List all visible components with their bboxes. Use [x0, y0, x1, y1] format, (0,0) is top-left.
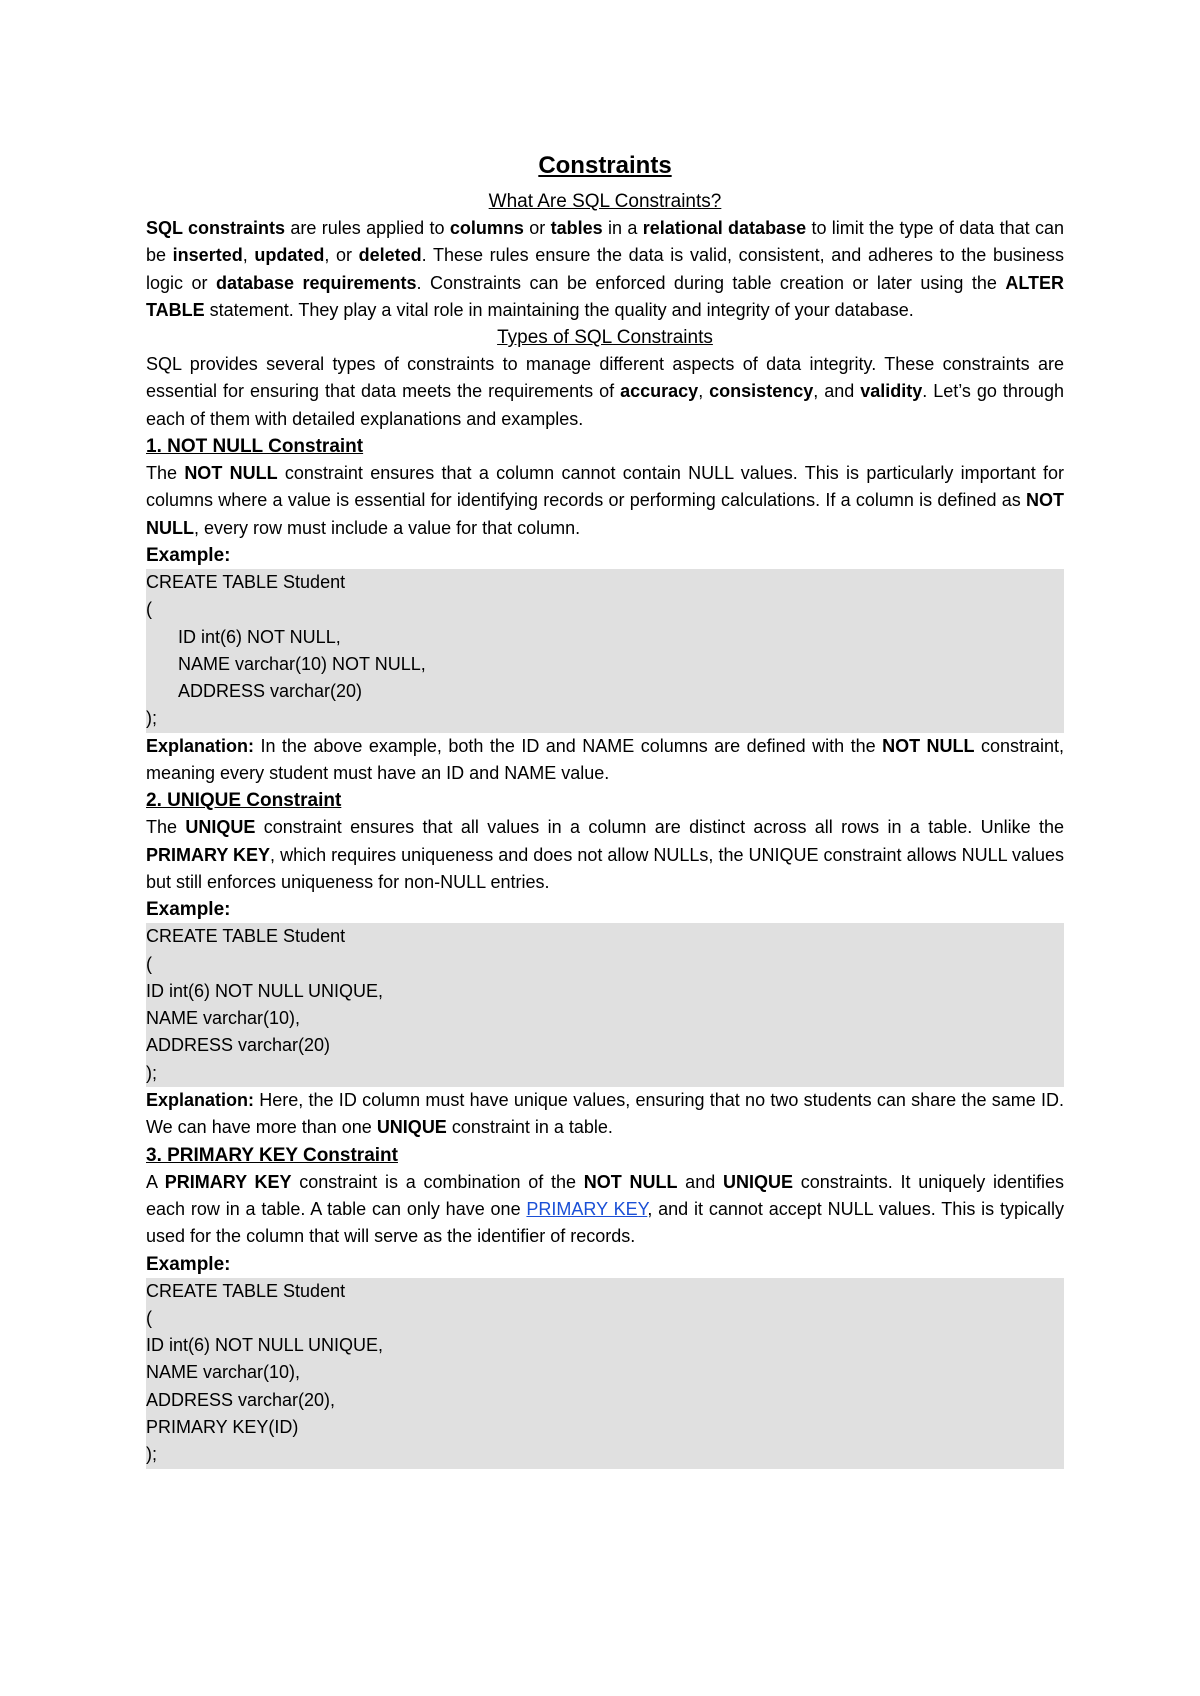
unique-explanation: Explanation: Here, the ID column must have unique values, ensuring that no two students can share the same ID. We can have more than one UNIQUE constraint in a table. [146, 1090, 1064, 1138]
notnull-paragraph: The NOT NULL constraint ensures that a column cannot contain NULL values. This is particularly important for columns where a value is essential for identifying records or performing calculations. If a column is defined as NOT NULL, every row must include a value for that column. [146, 463, 1064, 538]
code-line: NAME varchar(10), [146, 1008, 301, 1029]
notnull-example-label: Example: [146, 544, 231, 566]
unique-code-block [146, 923, 1064, 1087]
types-heading: Types of SQL Constraints [497, 327, 713, 349]
types-paragraph: SQL provides several types of constraints to manage different aspects of data integrity. These constraints are essential for ensuring that data meets the requirements of accuracy, consistency, and validity. Let’s go through each of them with detailed explanations and examples. [146, 354, 1064, 429]
primary-code-block [146, 1278, 1064, 1469]
unique-paragraph: The UNIQUE constraint ensures that all values in a column are distinct across all rows in a table. Unlike the PRIMARY KEY, which requires uniqueness and does not allow NULLs, the UNIQUE constraint allows NULL values but still enforces uniqueness for non-NULL entries. [146, 817, 1064, 892]
code-line: ); [146, 1444, 157, 1465]
code-line: CREATE TABLE Student [146, 1280, 346, 1301]
intro-heading: What Are SQL Constraints? [488, 191, 722, 212]
code-line: ADDRESS varchar(20), [146, 1389, 336, 1410]
code-line: ID int(6) NOT NULL UNIQUE, [146, 980, 384, 1001]
code-line: NAME varchar(10) NOT NULL, [178, 653, 426, 674]
document-page [146, 150, 1064, 1469]
code-line: CREATE TABLE Student [146, 571, 346, 592]
unique-example-label: Example: [146, 899, 231, 921]
notnull-code-block [146, 569, 1064, 733]
code-line: ); [146, 708, 157, 729]
code-line: ( [146, 599, 152, 620]
notnull-heading: 1. NOT NULL Constraint [146, 436, 364, 458]
code-line: PRIMARY KEY(ID) [146, 1416, 299, 1437]
code-line: ID int(6) NOT NULL UNIQUE, [146, 1335, 384, 1356]
code-line: ( [146, 953, 152, 974]
unique-heading: 2. UNIQUE Constraint [146, 790, 342, 812]
code-line: ( [146, 1307, 152, 1328]
code-line: CREATE TABLE Student [146, 926, 346, 947]
primary-key-link[interactable]: PRIMARY KEY [526, 1198, 648, 1219]
code-line: ID int(6) NOT NULL, [178, 626, 341, 647]
code-line: ADDRESS varchar(20) [146, 1035, 331, 1056]
code-line: ); [146, 1062, 157, 1083]
intro-paragraph: SQL constraints are rules applied to columns or tables in a relational database to limit the type of data that can be inserted, updated, or deleted. These rules ensure the data is valid, consistent, and adheres to the business logic or database requirements. Constraints can be enforced during table creation or later using the ALTER TABLE statement. They play a vital role in maintaining the quality and integrity of your database. [146, 218, 1065, 320]
primary-example-label: Example: [146, 1253, 231, 1275]
primary-paragraph: A PRIMARY KEY constraint is a combination of the NOT NULL and UNIQUE constraints. It uniquely identifies each row in a table. A table can only have one PRIMARY KEY, and it cannot accept NULL values. This is typically used for the column that will serve as the identifier of records. [146, 1171, 1065, 1247]
document-title: Constraints [538, 152, 672, 179]
primary-heading: 3. PRIMARY KEY Constraint [146, 1144, 398, 1166]
code-line: NAME varchar(10), [146, 1362, 301, 1383]
notnull-explanation: Explanation: In the above example, both the ID and NAME columns are defined with the NOT NULL constraint, meaning every student must have an ID and NAME value. [146, 735, 1065, 784]
code-line: ADDRESS varchar(20) [178, 681, 363, 702]
